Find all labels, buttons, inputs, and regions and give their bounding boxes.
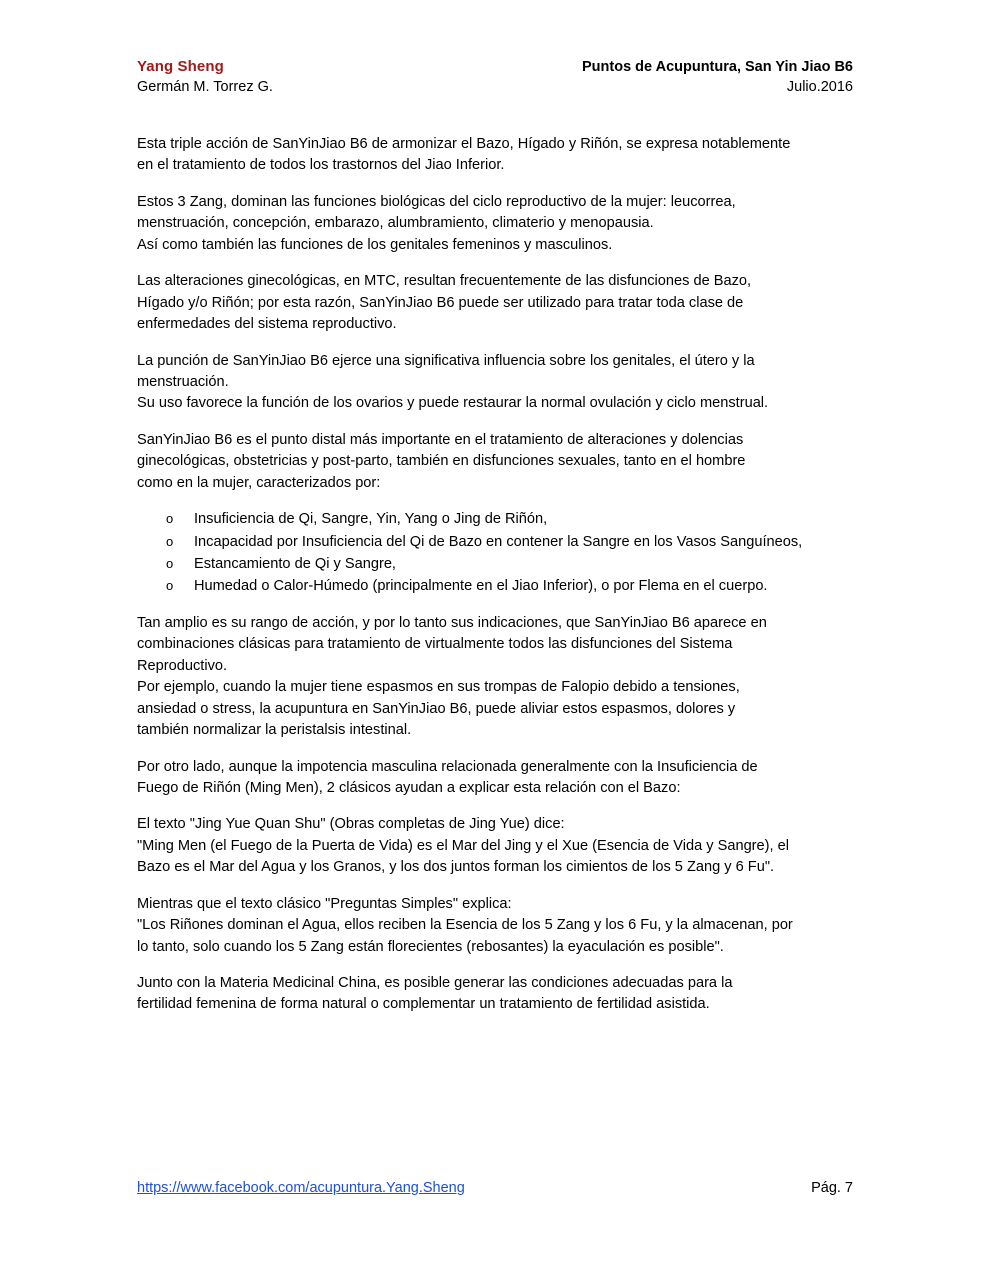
paragraph-10-line-1: Junto con la Materia Medicinal China, es posible generar las condiciones adecuadas para la: [137, 975, 733, 991]
brand-title: Yang Sheng: [137, 58, 224, 75]
paragraph-8-line-2: "Ming Men (el Fuego de la Puerta de Vida) es el Mar del Jing y el Xue (Esencia de Vida y Sangre), el: [137, 837, 789, 854]
document-body: [137, 134, 853, 1031]
paragraph-5-line-3: como en la mujer, caracterizados por:: [137, 474, 381, 491]
bullet-marker-icon: o: [166, 578, 174, 594]
paragraph-2-line-2: menstruación, concepción, embarazo, alumbramiento, climaterio y menopausia.: [137, 215, 654, 232]
bullet-marker-icon: o: [166, 533, 174, 549]
list-item-line-1: Incapacidad por Insuficiencia del Qi de Bazo en contener la Sangre en los Vasos: [194, 533, 717, 550]
paragraph-5: [137, 430, 853, 494]
page-number: Pág. 7: [811, 1180, 853, 1196]
paragraph-1: [137, 134, 853, 177]
paragraph-7: [137, 757, 853, 800]
paragraph-7-line-2: Fuego de Riñón (Ming Men), 2 clásicos ayudan a explicar esta relación con el Bazo:: [137, 779, 681, 796]
indications-list: [137, 509, 853, 598]
list-item: [137, 532, 853, 553]
paragraph-3-line-2: Hígado y/o Riñón; por esta razón, SanYinJiao B6 puede ser utilizado para tratar toda clase de: [137, 294, 744, 311]
paragraph-6-line-5: ansiedad o stress, la acupuntura en SanYinJiao B6, puede aliviar estos espasmos, dolores y: [137, 700, 736, 717]
paragraph-6-line-1: Tan amplio es su rango de acción, y por lo tanto sus indicaciones, que SanYinJiao B6 aparece en: [137, 614, 767, 631]
list-item-line-1: Insuficiencia de Qi, Sangre, Yin, Yang o Jing de Riñón,: [194, 511, 548, 528]
paragraph-6-line-2: combinaciones clásicas para tratamiento de virtualmente todos las disfunciones del Sistema: [137, 636, 733, 653]
paragraph-2-line-1: Estos 3 Zang, dominan las funciones biológicas del ciclo reproductivo de la mujer: leucorrea,: [137, 193, 736, 210]
paragraph-4: [137, 351, 853, 415]
paragraph-9-line-1: Mientras que el texto clásico "Preguntas Simples" explica:: [137, 895, 512, 912]
paragraph-9-line-3: lo tanto, solo cuando los 5 Zang están florecientes (rebosantes) la eyaculación es posible".: [137, 938, 724, 955]
paragraph-8-line-1: El texto "Jing Yue Quan Shu" (Obras completas de Jing Yue) dice:: [137, 816, 565, 833]
paragraph-8: [137, 814, 853, 878]
paragraph-6-line-6: también normalizar la peristalsis intestinal.: [137, 722, 412, 739]
paragraph-10-line-2: fertilidad femenina de forma natural o complementar un tratamiento de fertilidad asistida.: [137, 996, 710, 1013]
paragraph-5-line-1: SanYinJiao B6 es el punto distal más importante en el tratamiento de alteraciones y dolencias: [137, 431, 744, 448]
paragraph-9: [137, 894, 853, 958]
facebook-link[interactable]: https://www.facebook.com/acupuntura.Yang.Sheng: [137, 1180, 465, 1196]
paragraph-1-line-2: en el tratamiento de todos los trastornos del Jiao Inferior.: [137, 157, 505, 174]
paragraph-3: [137, 271, 853, 335]
page-header: [137, 58, 853, 95]
list-item: [137, 576, 853, 597]
page-footer: [137, 1180, 853, 1196]
paragraph-3-line-3: enfermedades del sistema reproductivo.: [137, 316, 397, 333]
list-item-line-2: Sanguíneos,: [720, 533, 803, 550]
paragraph-3-line-1: Las alteraciones ginecológicas, en MTC, resultan frecuentemente de las disfunciones de Bazo,: [137, 273, 752, 290]
paragraph-4-line-1: La punción de SanYinJiao B6 ejerce una significativa influencia sobre los genitales, el útero y la: [137, 352, 755, 369]
list-item-line-1: Humedad o Calor-Húmedo (principalmente en el Jiao Inferior), o por Flema en el cuerpo.: [194, 578, 768, 595]
author-name: Germán M. Torrez G.: [137, 79, 273, 95]
document-date: Julio.2016: [786, 79, 853, 95]
paragraph-7-line-1: Por otro lado, aunque la impotencia masculina relacionada generalmente con la Insuficiencia de: [137, 758, 758, 775]
paragraph-2: [137, 192, 853, 256]
list-item: [137, 554, 853, 575]
bullet-marker-icon: o: [166, 511, 174, 527]
paragraph-2-line-3: Así como también las funciones de los genitales femeninos y masculinos.: [137, 236, 613, 253]
paragraph-4-line-3: Su uso favorece la función de los ovarios y puede restaurar la normal ovulación y ciclo menstrual.: [137, 395, 769, 412]
paragraph-6: [137, 613, 853, 742]
paragraph-4-line-2: menstruación.: [137, 373, 229, 390]
paragraph-6-line-4: Por ejemplo, cuando la mujer tiene espasmos en sus trompas de Falopio debido a tensiones,: [137, 679, 740, 696]
list-item: [137, 509, 853, 530]
paragraph-5-line-2: ginecológicas, obstetricias y post-parto, también en disfunciones sexuales, tanto en el hombre: [137, 453, 746, 470]
paragraph-9-line-2: "Los Riñones dominan el Agua, ellos reciben la Esencia de los 5 Zang y los 6 Fu, y la almacenan, por: [137, 917, 793, 934]
header-row-top: [137, 58, 853, 75]
header-row-bottom: [137, 79, 853, 95]
paragraph-1-line-1: Esta triple acción de SanYinJiao B6 de armonizar el Bazo, Hígado y Riñón, se expresa notablemente: [137, 136, 791, 152]
list-item-line-1: Estancamiento de Qi y Sangre,: [194, 556, 396, 572]
paragraph-10: [137, 973, 853, 1016]
paragraph-6-line-3: Reproductivo.: [137, 657, 228, 674]
document-title: Puntos de Acupuntura, San Yin Jiao B6: [582, 59, 853, 75]
bullet-marker-icon: o: [166, 556, 174, 571]
paragraph-8-line-3: Bazo es el Mar del Agua y los Granos, y los dos juntos forman los cimientos de los 5 Zang y 6 Fu".: [137, 859, 775, 876]
